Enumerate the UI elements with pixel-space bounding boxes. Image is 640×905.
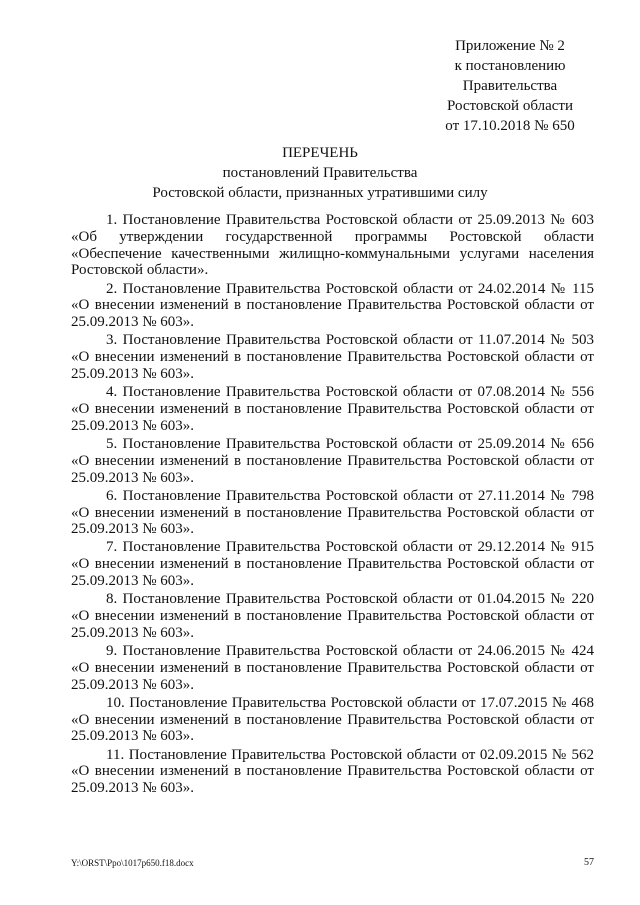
list-item: 4. Постановление Правительства Ростовской области от 07.08.2014 № 556 «О внесении изменений в постановление Правительства Ростовской области от 25.09.2013 № 603». xyxy=(71,384,594,434)
list-item: 5. Постановление Правительства Ростовской области от 25.09.2014 № 656 «О внесении изменений в постановление Правительства Ростовской области от 25.09.2013 № 603». xyxy=(71,435,594,486)
list-item: 6. Постановление Правительства Ростовской области от 27.11.2014 № 798 «О внесении изменений в постановление Правительства Ростовской области от 25.09.2013 № 603». xyxy=(71,487,594,538)
list-item: 3. Постановление Правительства Ростовской области от 11.07.2014 № 503 «О внесении изменений в постановление Правительства Ростовской области от 25.09.2013 № 603». xyxy=(71,332,594,382)
list-item: 9. Постановление Правительства Ростовской области от 24.06.2015 № 424 «О внесении изменений в постановление Правительства Ростовской области от 25.09.2013 № 603». xyxy=(71,643,594,693)
list-item: 11. Постановление Правительства Ростовской области от 02.09.2015 № 562 «О внесении изменений в постановление Правительства Ростовской области от 25.09.2013 № 603». xyxy=(71,746,594,797)
page-number: 57 xyxy=(584,857,594,868)
list-item: 10. Постановление Правительства Ростовской области от 17.07.2015 № 468 «О внесении изменений в постановление Правительства Ростовской области от 25.09.2013 № 603». xyxy=(71,694,594,745)
appendix-line: от 17.10.2018 № 650 xyxy=(445,118,575,134)
document-heading xyxy=(0,143,640,203)
footer-file-path: Y:\ORST\Ppo\1017p650.f18.docx xyxy=(71,858,194,868)
list-item: 7. Постановление Правительства Ростовской области от 29.12.2014 № 915 «О внесении изменений в постановление Правительства Ростовской области от 25.09.2013 № 603». xyxy=(71,539,594,590)
appendix-line: Приложение № 2 xyxy=(455,38,565,54)
appendix-header xyxy=(390,36,630,136)
document-title: ПЕРЕЧЕНЬ xyxy=(282,145,358,161)
appendix-line: Правительства xyxy=(462,78,558,94)
resolutions-list xyxy=(71,212,594,798)
list-item: 1. Постановление Правительства Ростовской области от 25.09.2013 № 603 «Об утверждении государственной программы Ростовской области «Обеспечение качественными жилищно-коммунальными услугами населения Ростовской области». xyxy=(71,212,594,279)
list-item: 2. Постановление Правительства Ростовской области от 24.02.2014 № 115 «О внесении изменений в постановление Правительства Ростовской области от 25.09.2013 № 603». xyxy=(71,280,594,331)
list-item: 8. Постановление Правительства Ростовской области от 01.04.2015 № 220 «О внесении изменений в постановление Правительства Ростовской области от 25.09.2013 № 603». xyxy=(71,591,594,641)
document-subtitle-line: постановлений Правительства xyxy=(222,165,418,181)
appendix-line: к постановлению xyxy=(454,58,566,74)
appendix-line: Ростовской области xyxy=(447,98,573,114)
document-subtitle-line: Ростовской области, признанных утратившими силу xyxy=(152,185,488,201)
